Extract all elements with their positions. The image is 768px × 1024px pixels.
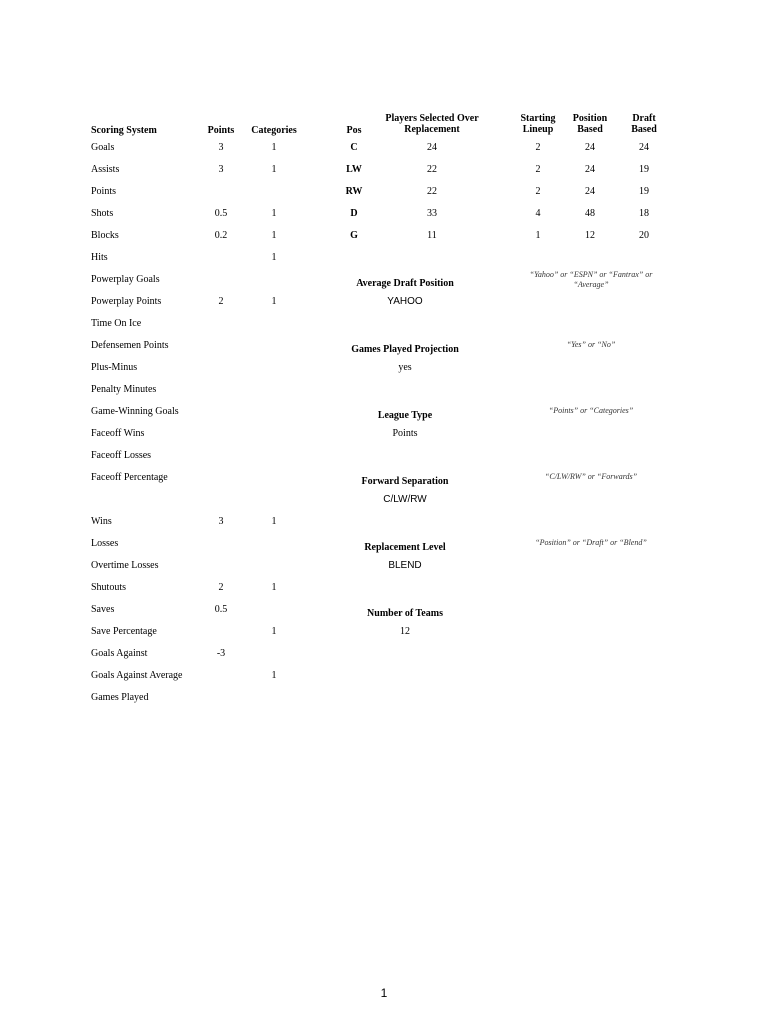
setting-note-average-draft-position: “Yahoo” or “ESPN” or “Fantrax” or “Average”: [529, 270, 653, 289]
header-players-selected-line1: Players Selected Over: [385, 113, 479, 124]
scoring-row-stat: Faceoff Wins: [91, 428, 145, 439]
position-row-pos: RW: [345, 186, 363, 197]
scoring-row-stat: Game-Winning Goals: [91, 406, 179, 417]
position-row-draft-based: 20: [639, 230, 649, 241]
scoring-row-stat: Hits: [91, 252, 108, 263]
scoring-row-stat: Powerplay Points: [91, 296, 162, 307]
scoring-row-points: 0.2: [214, 230, 228, 241]
header-starting-line1: Starting: [520, 113, 556, 124]
scoring-row-stat: Plus-Minus: [91, 362, 138, 373]
header-draft-line2: Based: [631, 124, 657, 135]
scoring-row-categories: 1: [271, 626, 277, 637]
header-players-selected-line2: Replacement: [404, 124, 460, 135]
scoring-row-points: 3: [218, 164, 224, 175]
scoring-row-stat: Overtime Losses: [91, 560, 159, 571]
scoring-row-stat: Shutouts: [91, 582, 127, 593]
scoring-row-points: 0.5: [214, 208, 228, 219]
position-row-players-selected: 22: [427, 186, 437, 197]
position-row-draft-based: 24: [639, 142, 649, 153]
scoring-row-points: 2: [218, 582, 224, 593]
setting-label-replacement-level: Replacement Level: [364, 542, 446, 553]
scoring-row-stat: Goals Against Average: [91, 670, 183, 681]
setting-note-forward-separation: “C/LW/RW” or “Forwards”: [544, 472, 638, 481]
scoring-row-stat: Shots: [91, 208, 114, 219]
setting-label-average-draft-position: Average Draft Position: [356, 278, 454, 289]
setting-label-forward-separation: Forward Separation: [361, 476, 449, 487]
position-row-position-based: 48: [585, 208, 595, 219]
position-row-draft-based: 19: [639, 164, 649, 175]
setting-value-league-type[interactable]: Points: [392, 428, 418, 439]
scoring-row-stat: Defensemen Points: [91, 340, 169, 351]
position-row-starting-lineup: 2: [535, 142, 541, 153]
scoring-row-stat: Saves: [91, 604, 115, 615]
scoring-row-points: -3: [216, 648, 226, 659]
setting-value-games-played-projection[interactable]: yes: [398, 362, 412, 373]
setting-value-average-draft-position[interactable]: YAHOO: [387, 296, 423, 307]
scoring-row-points: 3: [218, 516, 224, 527]
header-draft-based: [624, 113, 664, 135]
header-draft-line1: Draft: [632, 113, 656, 124]
scoring-row-stat: Save Percentage: [91, 626, 157, 637]
header-categories: Categories: [251, 125, 297, 136]
position-row-starting-lineup: 1: [535, 230, 541, 241]
scoring-row-stat: Time On Ice: [91, 318, 142, 329]
header-points: Points: [207, 125, 235, 136]
header-position-line2: Based: [577, 124, 603, 135]
scoring-row-points: 2: [218, 296, 224, 307]
scoring-row-categories: 1: [271, 252, 277, 263]
setting-note-league-type: “Points” or “Categories”: [548, 406, 634, 415]
setting-note-replacement-level: “Position” or “Draft” or “Blend”: [535, 538, 647, 547]
position-row-draft-based: 18: [639, 208, 649, 219]
header-pos: Pos: [346, 125, 362, 136]
position-row-position-based: 24: [585, 142, 595, 153]
scoring-row-stat: Losses: [91, 538, 119, 549]
scoring-row-stat: Games Played: [91, 692, 149, 703]
scoring-row-stat: Goals Against: [91, 648, 148, 659]
scoring-row-categories: 1: [271, 142, 277, 153]
position-row-position-based: 24: [585, 186, 595, 197]
position-row-pos: C: [350, 142, 358, 153]
scoring-row-categories: 1: [271, 516, 277, 527]
scoring-row-stat: Points: [91, 186, 117, 197]
scoring-row-stat: Blocks: [91, 230, 119, 241]
scoring-row-categories: 1: [271, 296, 277, 307]
scoring-row-stat: Goals: [91, 142, 115, 153]
header-scoring-system: Scoring System: [91, 125, 157, 136]
setting-value-forward-separation[interactable]: C/LW/RW: [383, 494, 427, 505]
position-row-starting-lineup: 4: [535, 208, 541, 219]
setting-note-games-played-projection: “Yes” or “No”: [566, 340, 616, 349]
setting-label-league-type: League Type: [377, 410, 433, 421]
scoring-row-categories: 1: [271, 208, 277, 219]
scoring-row-stat: Faceoff Percentage: [91, 472, 168, 483]
scoring-row-points: 0.5: [214, 604, 228, 615]
header-starting-line2: Lineup: [522, 124, 554, 135]
scoring-row-points: 3: [218, 142, 224, 153]
scoring-row-categories: 1: [271, 164, 277, 175]
header-starting-lineup: [518, 113, 558, 135]
scoring-row-stat: Assists: [91, 164, 120, 175]
scoring-row-categories: 1: [271, 582, 277, 593]
header-players-selected: [380, 113, 484, 135]
position-row-players-selected: 24: [427, 142, 437, 153]
header-position-line1: Position: [572, 113, 608, 124]
setting-label-number-of-teams: Number of Teams: [367, 608, 443, 619]
setting-label-games-played-projection: Games Played Projection: [351, 344, 459, 355]
setting-value-replacement-level[interactable]: BLEND: [388, 560, 422, 571]
position-row-pos: LW: [346, 164, 362, 175]
position-row-players-selected: 33: [427, 208, 437, 219]
scoring-row-stat: Penalty Minutes: [91, 384, 157, 395]
setting-value-number-of-teams[interactable]: 12: [400, 626, 410, 637]
position-row-position-based: 12: [585, 230, 595, 241]
position-row-position-based: 24: [585, 164, 595, 175]
scoring-row-categories: 1: [271, 670, 277, 681]
scoring-row-stat: Powerplay Goals: [91, 274, 160, 285]
position-row-pos: D: [350, 208, 358, 219]
scoring-row-categories: 1: [271, 230, 277, 241]
position-row-pos: G: [350, 230, 358, 241]
position-row-draft-based: 19: [639, 186, 649, 197]
header-position-based: [570, 113, 610, 135]
position-row-players-selected: 22: [427, 164, 437, 175]
scoring-row-stat: Faceoff Losses: [91, 450, 152, 461]
position-row-starting-lineup: 2: [535, 186, 541, 197]
scoring-row-stat: Wins: [91, 516, 112, 527]
position-row-starting-lineup: 2: [535, 164, 541, 175]
position-row-players-selected: 11: [427, 230, 437, 241]
page-number: 1: [380, 986, 388, 1000]
